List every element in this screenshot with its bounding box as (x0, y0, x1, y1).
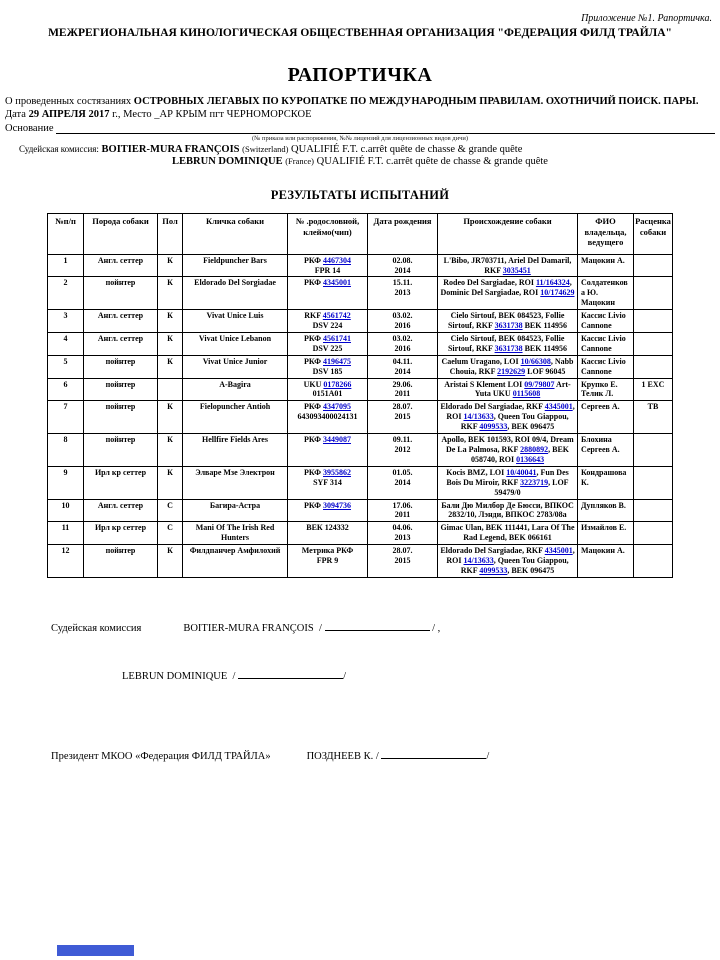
signature-line-judge2 (122, 668, 715, 682)
cell-number: 10 (48, 499, 84, 522)
text-segment: BEK 114956 (522, 343, 568, 353)
column-header-7: ФИО владельца, ведущего (578, 214, 634, 255)
text-segment: Eldorado Del Sargiadae, RKF (440, 402, 545, 412)
cell-pedigree (288, 254, 368, 277)
pedigree-link[interactable]: 0136643 (516, 454, 545, 464)
cell-number: 7 (48, 401, 84, 434)
text-segment: Метрика РКФ (301, 546, 354, 556)
cell-dog-name: Филдпанчер Амфилохий (183, 545, 288, 578)
cell-dog-name: Vivat Unice Junior (183, 355, 288, 378)
cell-owner: Мацокин А. (578, 254, 634, 277)
text-segment: РКФ (304, 467, 323, 477)
cell-birthdate (368, 277, 438, 310)
text-segment: , Queen Tou Giappou, RKF (460, 412, 569, 432)
cell-birthdate (368, 310, 438, 333)
pedigree-link[interactable]: 10/40041 (506, 467, 537, 477)
cell-breed: Ирл кр сеттер (84, 466, 158, 499)
column-header-2: Пол (158, 214, 183, 255)
text-segment: РКФ (304, 435, 323, 445)
pedigree-link[interactable]: 3449087 (322, 435, 351, 445)
text-segment: RKF (304, 311, 323, 321)
pedigree-line (290, 311, 365, 321)
cell-breed: пойнтер (84, 355, 158, 378)
pedigree-link[interactable]: 0178266 (323, 379, 352, 389)
text-segment: Caelum Uragano, LOI (441, 356, 521, 366)
text-segment: Rodeo Del Sargiadae, ROI (443, 278, 536, 288)
cell-breed: Англ. сеттер (84, 499, 158, 522)
cell-dog-name: Mani Of The Irish Red Hunters (183, 522, 288, 545)
pedigree-line (290, 556, 365, 566)
cell-number: 8 (48, 434, 84, 467)
text-segment: Kocis BMZ, LOI (446, 467, 507, 477)
table-row (48, 499, 673, 522)
pedigree-link[interactable]: 4196475 (322, 356, 351, 366)
birthdate-line: 2013 (394, 288, 411, 298)
text-segment: , Queen Tou Giappou, RKF (460, 556, 569, 575)
pedigree-line (290, 523, 365, 533)
signature-line-judge1 (51, 620, 715, 634)
results-title: РЕЗУЛЬТАТЫ ИСПЫТАНИЙ (270, 188, 450, 202)
birthdate-line: 28.07. (392, 546, 413, 556)
birthdate-line: 2014 (394, 366, 411, 376)
judges-label: Судейская комиссия: (19, 144, 99, 154)
column-header-4: № .родословной, клеймо(чип) (288, 214, 368, 255)
cell-number: 12 (48, 545, 84, 578)
signature-line-president (51, 748, 715, 762)
table-row (48, 434, 673, 467)
header-row (48, 214, 673, 255)
column-header-8: Расценка собаки (634, 214, 673, 255)
birthdate-line: 04.06. (392, 523, 413, 533)
column-header-5: Дата рождения (368, 214, 438, 255)
cell-sex: К (158, 355, 183, 378)
cell-owner: Крупко Е. Телик Л. (578, 378, 634, 401)
cell-origin (438, 466, 578, 499)
results-table (47, 213, 673, 578)
pedigree-line (290, 478, 365, 488)
birthdate-line: 2011 (394, 510, 411, 520)
pedigree-link[interactable]: 4345001 (322, 278, 351, 288)
pedigree-link[interactable]: 3223719 (520, 477, 549, 487)
signature-judge1-name: BOITIER-MURA FRANÇOIS (183, 622, 314, 634)
text-segment: DSV 224 (312, 321, 343, 331)
text-segment: Art-Yuta UKU (474, 379, 571, 399)
birthdate-line: 2015 (394, 556, 411, 566)
about-prefix: О проведенных состязаниях (5, 96, 132, 107)
cell-sex: С (158, 499, 183, 522)
birthdate-line: 03.02. (392, 311, 413, 321)
cell-origin (438, 355, 578, 378)
cell-pedigree (288, 378, 368, 401)
cell-pedigree (288, 401, 368, 434)
cell-sex: К (158, 254, 183, 277)
cell-origin (438, 545, 578, 578)
cell-owner: Солдатенкова Ю. Мацокин (578, 277, 634, 310)
cell-origin (438, 522, 578, 545)
pedigree-link[interactable]: 14/13633 (463, 412, 494, 422)
text-segment: , Dominic Del Sargiadae, ROI (440, 278, 572, 298)
cell-pedigree (288, 466, 368, 499)
judge-line-2 (5, 156, 715, 167)
text-segment: Gimac Ulan, BEK 111441, Lara Of The Rad Legend, BEK 066161 (440, 523, 575, 543)
cell-dog-name: Fieldpuncher Bars (183, 254, 288, 277)
cell-origin (438, 434, 578, 467)
pedigree-line (290, 389, 365, 399)
text-segment: , Fun Des Bois Du Miroir, RKF (446, 467, 569, 487)
cell-origin (438, 332, 578, 355)
birthdate-line: 15.11. (392, 278, 413, 288)
committee-label: Судейская комиссия (51, 622, 142, 634)
cell-dog-name: A-Bagira (183, 378, 288, 401)
slash: / (486, 750, 490, 762)
cell-breed: пойнтер (84, 378, 158, 401)
slash: / (318, 622, 322, 634)
cell-breed: пойнтер (84, 545, 158, 578)
text-segment: Aristai S Klement LOI (444, 379, 525, 389)
pedigree-link[interactable]: 4467304 (322, 255, 351, 265)
judge1-name: BOITIER-MURA FRANÇOIS (101, 144, 240, 155)
cell-birthdate (368, 254, 438, 277)
pedigree-line (290, 344, 365, 354)
cell-score (634, 545, 673, 578)
cell-score (634, 310, 673, 333)
cell-score: 1 EXC (634, 378, 673, 401)
cell-owner: Кассис Livio Cannone (578, 355, 634, 378)
text-segment: ВЕК 124332 (306, 523, 349, 533)
cell-breed: Англ. сеттер (84, 332, 158, 355)
birthdate-line: 2013 (394, 533, 411, 543)
document-title: РАПОРТИЧКА (287, 64, 433, 86)
text-segment: РКФ (304, 278, 323, 288)
pedigree-link[interactable]: 4561742 (322, 311, 351, 321)
pedigree-line (290, 256, 365, 266)
birthdate-line: 2015 (394, 412, 411, 422)
pedigree-line (290, 501, 365, 511)
cell-dog-name: Hellfire Fields Ares (183, 434, 288, 467)
signature-blank-president (381, 748, 486, 759)
cell-sex: К (158, 545, 183, 578)
basis-footnote: (№ приказа или распоряжения, №№ лицензий для лицензионных видов дичи) (252, 135, 468, 142)
cell-sex (158, 378, 183, 401)
cell-birthdate (368, 355, 438, 378)
birthdate-line: 01.05. (392, 467, 413, 477)
cell-owner: Сергеев А. (578, 401, 634, 434)
cell-number: 6 (48, 378, 84, 401)
text-segment: , BEK 058740, ROI (470, 445, 570, 464)
cell-pedigree (288, 355, 368, 378)
pedigree-link[interactable]: 4561741 (322, 333, 351, 343)
text-segment: РКФ (304, 356, 323, 366)
cell-score (634, 332, 673, 355)
pedigree-link[interactable]: 4347095 (322, 402, 351, 412)
cell-pedigree (288, 434, 368, 467)
pedigree-link[interactable]: 14/13633 (463, 556, 494, 566)
results-table-body (48, 254, 673, 577)
slash-comma: / , (432, 622, 441, 634)
cell-sex: К (158, 401, 183, 434)
cell-breed: пойнтер (84, 401, 158, 434)
pedigree-line (290, 412, 365, 422)
place-value: _АР КРЫМ пгт ЧЕРНОМОРСКОЕ (154, 109, 312, 120)
cell-score: ТВ (634, 401, 673, 434)
cell-number: 2 (48, 277, 84, 310)
cell-sex: К (158, 332, 183, 355)
judge2-name: LEBRUN DOMINIQUE (172, 156, 283, 167)
basis-blank-line (56, 122, 716, 134)
text-segment: SYF 314 (313, 477, 342, 487)
pedigree-line (290, 334, 365, 344)
signature-blank-judge2 (238, 668, 343, 679)
president-label: Президент МКОО «Федерация ФИЛД ТРАЙЛА» (51, 750, 271, 762)
cell-pedigree (288, 277, 368, 310)
column-header-1: Порода собаки (84, 214, 158, 255)
pedigree-link[interactable]: 4345001 (544, 546, 573, 556)
pedigree-link[interactable]: 3955862 (322, 467, 351, 477)
judge2-title: QUALIFIÉ F.T. c.arrêt quête de chasse & grande quête (316, 156, 548, 167)
cell-birthdate (368, 545, 438, 578)
cell-owner: Измайлов Е. (578, 522, 634, 545)
cell-birthdate (368, 378, 438, 401)
cell-owner: Мацокин А. (578, 545, 634, 578)
pedigree-line (290, 380, 365, 390)
birthdate-line: 2012 (394, 445, 411, 454)
text-segment: UKU (303, 379, 324, 389)
cell-dog-name: Vivat Unice Luis (183, 310, 288, 333)
cell-owner: Кассис Livio Cannone (578, 332, 634, 355)
date-label: Дата (5, 109, 26, 120)
table-row (48, 466, 673, 499)
column-header-0: №п/п (48, 214, 84, 255)
cell-dog-name: Багира-Астра (183, 499, 288, 522)
cell-breed: Ирл кр сеттер (84, 522, 158, 545)
text-segment: FPR 14 (314, 265, 341, 275)
cell-birthdate (368, 401, 438, 434)
cell-owner: Кассис Livio Cannone (578, 310, 634, 333)
organization-name: МЕЖРЕГИОНАЛЬНАЯ КИНОЛОГИЧЕСКАЯ ОБЩЕСТВЕННАЯ ОРГАНИЗАЦИЯ "ФЕДЕРАЦИЯ ФИЛД ТРАЙЛА" (48, 27, 672, 39)
table-row (48, 355, 673, 378)
text-segment: Eldorado Del Sargiadae, RKF (440, 546, 545, 556)
signature-blank-judge1 (325, 620, 430, 631)
cell-birthdate (368, 332, 438, 355)
cell-dog-name: Элваре Мзе Электрон (183, 466, 288, 499)
birthdate-line: 2016 (394, 343, 411, 353)
text-segment: DSV 185 (312, 366, 343, 376)
column-header-3: Кличка собаки (183, 214, 288, 255)
text-segment: , BEK 096475 (507, 422, 555, 432)
cell-origin (438, 401, 578, 434)
text-segment: 0151A01 (312, 389, 343, 399)
birthdate-line: 29.06. (392, 379, 413, 389)
cell-sex: К (158, 466, 183, 499)
pedigree-link[interactable]: 09/79807 (524, 379, 555, 389)
text-segment: Cielo Sirtouf, BEK 084523, Follie Sirtouf, RKF (447, 311, 565, 331)
cell-sex: С (158, 522, 183, 545)
pedigree-link[interactable]: 3035451 (502, 265, 531, 275)
cell-number: 3 (48, 310, 84, 333)
cell-pedigree (288, 499, 368, 522)
cell-number: 11 (48, 522, 84, 545)
date-value: 29 АПРЕЛЯ 2017 (28, 109, 110, 120)
pedigree-line (290, 266, 365, 276)
cell-score (634, 499, 673, 522)
pedigree-link[interactable]: 3631738 (494, 321, 523, 331)
birthdate-line: 04.11. (392, 356, 413, 366)
cell-origin (438, 277, 578, 310)
cell-score (634, 277, 673, 310)
pedigree-link[interactable]: 2880892 (520, 445, 549, 454)
appendix-note: Приложение №1. Рапортичка. (581, 13, 712, 24)
cell-dog-name: Fielopuncher Antioh (183, 401, 288, 434)
cell-pedigree (288, 545, 368, 578)
cell-number: 5 (48, 355, 84, 378)
signature-judge2-name: LEBRUN DOMINIQUE (122, 670, 228, 682)
cell-dog-name: Eldorado Del Sorgiadae (183, 277, 288, 310)
president-name: ПОЗДНЕЕВ К. / (306, 750, 379, 762)
cell-pedigree (288, 310, 368, 333)
table-row (48, 545, 673, 578)
text-segment: , LOF 59479/0 (494, 477, 569, 497)
text-segment: , Nabb Chouia, RKF (449, 356, 574, 376)
pedigree-line (290, 278, 365, 288)
table-row (48, 277, 673, 310)
text-segment: Бали Дю Милбор Де Бюсси, ВПКОС 2832/10, Лэнди, ВПКОС 2783/08а (441, 500, 574, 520)
cell-dog-name: Vivat Unice Lebanon (183, 332, 288, 355)
cell-sex: К (158, 434, 183, 467)
basis-label: Основание (5, 123, 54, 134)
table-row (48, 310, 673, 333)
pedigree-link[interactable]: 4099533 (479, 565, 508, 575)
text-segment: BEK 114956 (522, 321, 568, 331)
cell-pedigree (288, 522, 368, 545)
cell-breed: пойнтер (84, 277, 158, 310)
text-segment: Cielo Sirtouf, BEK 084523, Follie Sirtouf, RKF (447, 333, 565, 353)
pedigree-link[interactable]: 4345001 (544, 402, 573, 412)
cell-pedigree (288, 332, 368, 355)
pedigree-line (290, 435, 365, 445)
cell-score (634, 434, 673, 467)
birthdate-line: 09.11. (392, 435, 413, 445)
table-row (48, 332, 673, 355)
pedigree-link[interactable]: 10/66308 (520, 356, 551, 366)
birthdate-line: 28.07. (392, 402, 413, 412)
cell-breed: пойнтер (84, 434, 158, 467)
text-segment: , ROI (446, 546, 575, 566)
birthdate-line: 2016 (394, 321, 411, 331)
table-row (48, 378, 673, 401)
text-segment: FPR 9 (316, 556, 339, 566)
text-segment: РКФ (304, 402, 323, 412)
pedigree-line (290, 357, 365, 367)
cell-score (634, 466, 673, 499)
judge1-country: (Switzerland) (242, 144, 289, 154)
cell-number: 4 (48, 332, 84, 355)
date-suffix: г., Место (112, 109, 152, 120)
about-line (5, 96, 715, 107)
pedigree-link[interactable]: 0115608 (512, 389, 541, 399)
cell-owner: Дупляков В. (578, 499, 634, 522)
slash: / (343, 670, 347, 682)
slash: / (232, 670, 236, 682)
cell-sex: К (158, 310, 183, 333)
about-main: ОСТРОВНЫХ ЛЕГАВЫХ ПО КУРОПАТКЕ ПО МЕЖДУНАРОДНЫМ ПРАВИЛАМ. ОХОТНИЧИЙ ПОИСК. ПАРЫ. (133, 96, 699, 107)
pedigree-line (290, 468, 365, 478)
cell-birthdate (368, 434, 438, 467)
cell-owner: Блохина Сергеев А. (578, 434, 634, 467)
text-segment: 643093400024131 (297, 412, 358, 422)
cell-score (634, 355, 673, 378)
pedigree-link[interactable]: 3094736 (322, 500, 351, 510)
column-header-6: Происхождение собаки (438, 214, 578, 255)
pedigree-link[interactable]: 4099533 (479, 422, 508, 432)
text-segment: LOF 96045 (525, 366, 566, 376)
cell-origin (438, 499, 578, 522)
results-table-head (48, 214, 673, 255)
cell-birthdate (368, 522, 438, 545)
cell-birthdate (368, 499, 438, 522)
birthdate-line: 2011 (394, 389, 411, 399)
date-line (5, 109, 715, 120)
text-segment: РКФ (304, 333, 323, 343)
pedigree-line (290, 546, 365, 556)
basis-line (5, 122, 715, 134)
cell-birthdate (368, 466, 438, 499)
pedigree-line (290, 367, 365, 377)
text-segment: , BEK 096475 (507, 565, 555, 575)
birthdate-line: 2014 (394, 477, 411, 487)
cell-origin (438, 254, 578, 277)
cell-number: 9 (48, 466, 84, 499)
pedigree-link[interactable]: 10/174629 (540, 288, 575, 298)
cell-sex: К (158, 277, 183, 310)
cell-number: 1 (48, 254, 84, 277)
blue-scroll-marker[interactable] (57, 945, 134, 956)
birthdate-line: 2014 (394, 265, 411, 275)
pedigree-link[interactable]: 11/164324 (535, 278, 570, 288)
birthdate-line: 17.06. (392, 500, 413, 510)
pedigree-line (290, 321, 365, 331)
birthdate-line: 03.02. (392, 333, 413, 343)
cell-score (634, 522, 673, 545)
pedigree-link[interactable]: 3631738 (494, 343, 523, 353)
text-segment: DSV 225 (312, 343, 343, 353)
judge2-country: (France) (285, 156, 314, 166)
cell-origin (438, 310, 578, 333)
cell-breed: Англ. сеттер (84, 254, 158, 277)
table-row (48, 254, 673, 277)
table-row (48, 522, 673, 545)
table-row (48, 401, 673, 434)
text-segment: РКФ (304, 500, 323, 510)
text-segment: Apollo, BEK 101593, ROI 09/4, Dream De La Palmosa, RKF (441, 435, 574, 454)
pedigree-link[interactable]: 2192629 (497, 366, 526, 376)
judge-line-1 (19, 144, 715, 155)
judge1-title: QUALIFIÉ F.T. c.arrêt quête de chasse & grande quête (291, 144, 523, 155)
cell-origin (438, 378, 578, 401)
cell-owner: Кондрашова К. (578, 466, 634, 499)
text-segment: РКФ (304, 255, 323, 265)
pedigree-line (290, 402, 365, 412)
cell-score (634, 254, 673, 277)
text-segment: L'Bibo, JR703711, Ariel Del Damaril, RKF (443, 255, 572, 275)
birthdate-line: 02.08. (392, 255, 413, 265)
cell-breed: Англ. сеттер (84, 310, 158, 333)
text-segment: , ROI (446, 402, 575, 422)
